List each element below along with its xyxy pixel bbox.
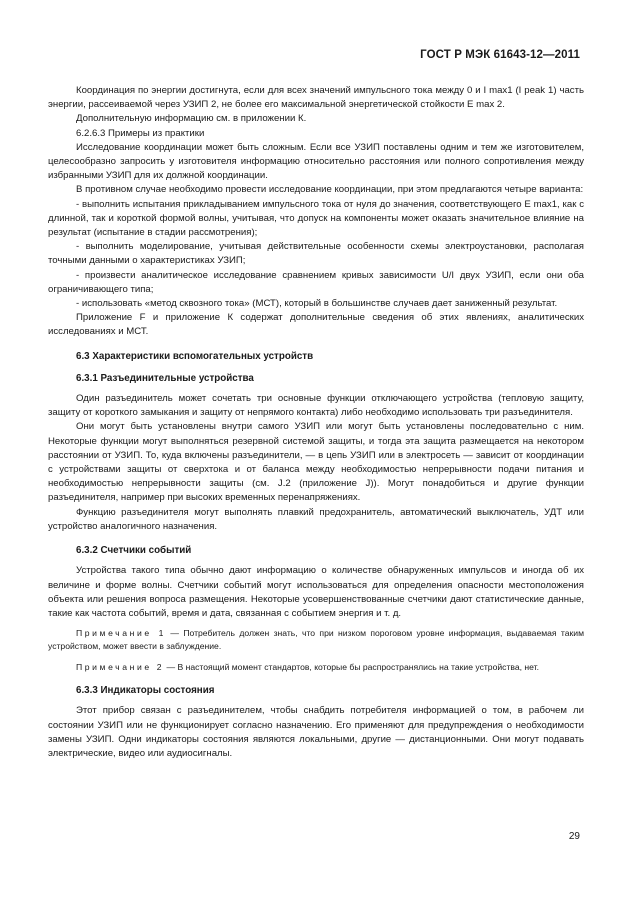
note-1-label: Примечание 1 (76, 628, 167, 639)
list-item-modelling: - выполнить моделирование, учитывая действительные особенности схемы электроустановки, располагая точными данными о характеристиках УЗИП; (48, 241, 584, 267)
paragraph-annex-f-k: Приложение F и приложение К содержат дополнительные сведения об этих явлениях, аналитических исследованиях и МСТ. (48, 312, 584, 338)
paragraph-disconnector-devices: Функцию разъединителя могут выполнять плавкий предохранитель, автоматический выключатель, УДТ или устройство аналогичного назначения. (48, 506, 584, 532)
paragraph-disconnector-install: Они могут быть установлены внутри самого УЗИП или могут быть установлены последовательно с ним. Некоторые функции могут выполняться резервной системой защиты, и тогда эта защита размещается на некотором расстоянии от УЗИП. То, куда включены разъединители, — в цепь УЗИП или в электросеть — зависит от координации с устройствами защиты от сверхтока и от баланса между необходимостью непрерывности подачи питания и необходимостью непрерывности защиты (см. J.2 (приложение J)). Могут понадобиться и другие функции разъединителя, например при высоких временных перенапряжениях. (48, 421, 584, 504)
paragraph-energy-coordination: Координация по энергии достигнута, если для всех значений импульсного тока между 0 и I max1 (I peak 1) часть энергии, рассеиваемой через УЗИП 2, не более его максимальной энергетической стойкости E max 2. (48, 85, 584, 111)
note-2-text: — В настоящий момент стандартов, которые бы распространялись на такие устройства, нет. (164, 662, 540, 673)
paragraph-coordination-study: Исследование координации может быть сложным. Если все УЗИП поставлены одним и тем же изготовителем, целесообразно запросить у изготовителя информацию относительно расстояния или полного сопротивления между избранными УЗИП для их должной координации. (48, 141, 584, 182)
page-body (48, 84, 584, 761)
paragraph-four-options: В противном случае необходимо провести исследование координации, при этом предлагаются четыре варианта: (76, 184, 584, 196)
section-6-3-title: 6.3 Характеристики вспомогательных устройств (76, 350, 314, 362)
paragraph-status-indicators: Этот прибор связан с разъединителем, чтобы снабдить потребителя информацией о том, в рабочем ли состоянии УЗИП или не функционирует согласно назначению. Его применяют для предупреждения о необходимости замены УЗИП. Одни индикаторы состояния являются локальными, другие — дистанционными. Они могут подавать электрические, видео или аудиосигналы. (48, 705, 584, 759)
section-6-3-3-title: 6.3.3 Индикаторы состояния (76, 685, 215, 697)
paragraph-annex-k-ref: Дополнительную информацию см. в приложении К. (76, 113, 307, 125)
list-item-through-current: - использовать «метод сквозного тока» (МСТ), который в большинстве случаев дает заниженный результат. (76, 298, 558, 310)
list-item-impulse-test: - выполнить испытания прикладыванием импульсного тока от нуля до значения, соответствующего E max1, как с длинной, так и короткой формой волны, учитывая, что допуск на компоненты может оказать значительное влияние на результат (испытание в стадии рассмотрения); (48, 198, 584, 239)
note-1 (48, 627, 584, 653)
standard-header: ГОСТ Р МЭК 61643-12—2011 (420, 49, 580, 61)
paragraph-event-counters: Устройства такого типа обычно дают информацию о количестве обнаруженных импульсов и иногда об их величине и форме волны. Счетчики событий могут использоваться для определения опасности местоположения объекта или решения вопроса размещения. Некоторые усовершенствованные счетчики дают статистические данные, такие как частота событий, время и дата, связанная с событием энергия и т. д. (48, 565, 584, 619)
section-6-3-1-title: 6.3.1 Разъединительные устройства (76, 372, 254, 384)
paragraph-disconnector-functions: Один разъединитель может сочетать три основные функции отключающего устройства (тепловую защиту, защиту от короткого замыкания и защиту от непрямого контакта) либо необходимо использовать три разъединителя. (48, 393, 584, 419)
subsection-6-2-6-3-title: 6.2.6.3 Примеры из практики (76, 127, 205, 139)
list-item-ui-curves: - произвести аналитическое исследование сравнением кривых зависимости U/I двух УЗИП, если они оба ограничивающего типа; (48, 269, 584, 295)
page-number: 29 (568, 831, 580, 842)
note-2-label: Примечание 2 (76, 662, 165, 673)
section-6-3-2-title: 6.3.2 Счетчики событий (76, 545, 192, 557)
note-1-text: — Потребитель должен знать, что при низком пороговом уровне информация, выдаваемая таким устройством, может ввести в заблуждение. (48, 628, 585, 652)
note-2 (48, 661, 584, 674)
